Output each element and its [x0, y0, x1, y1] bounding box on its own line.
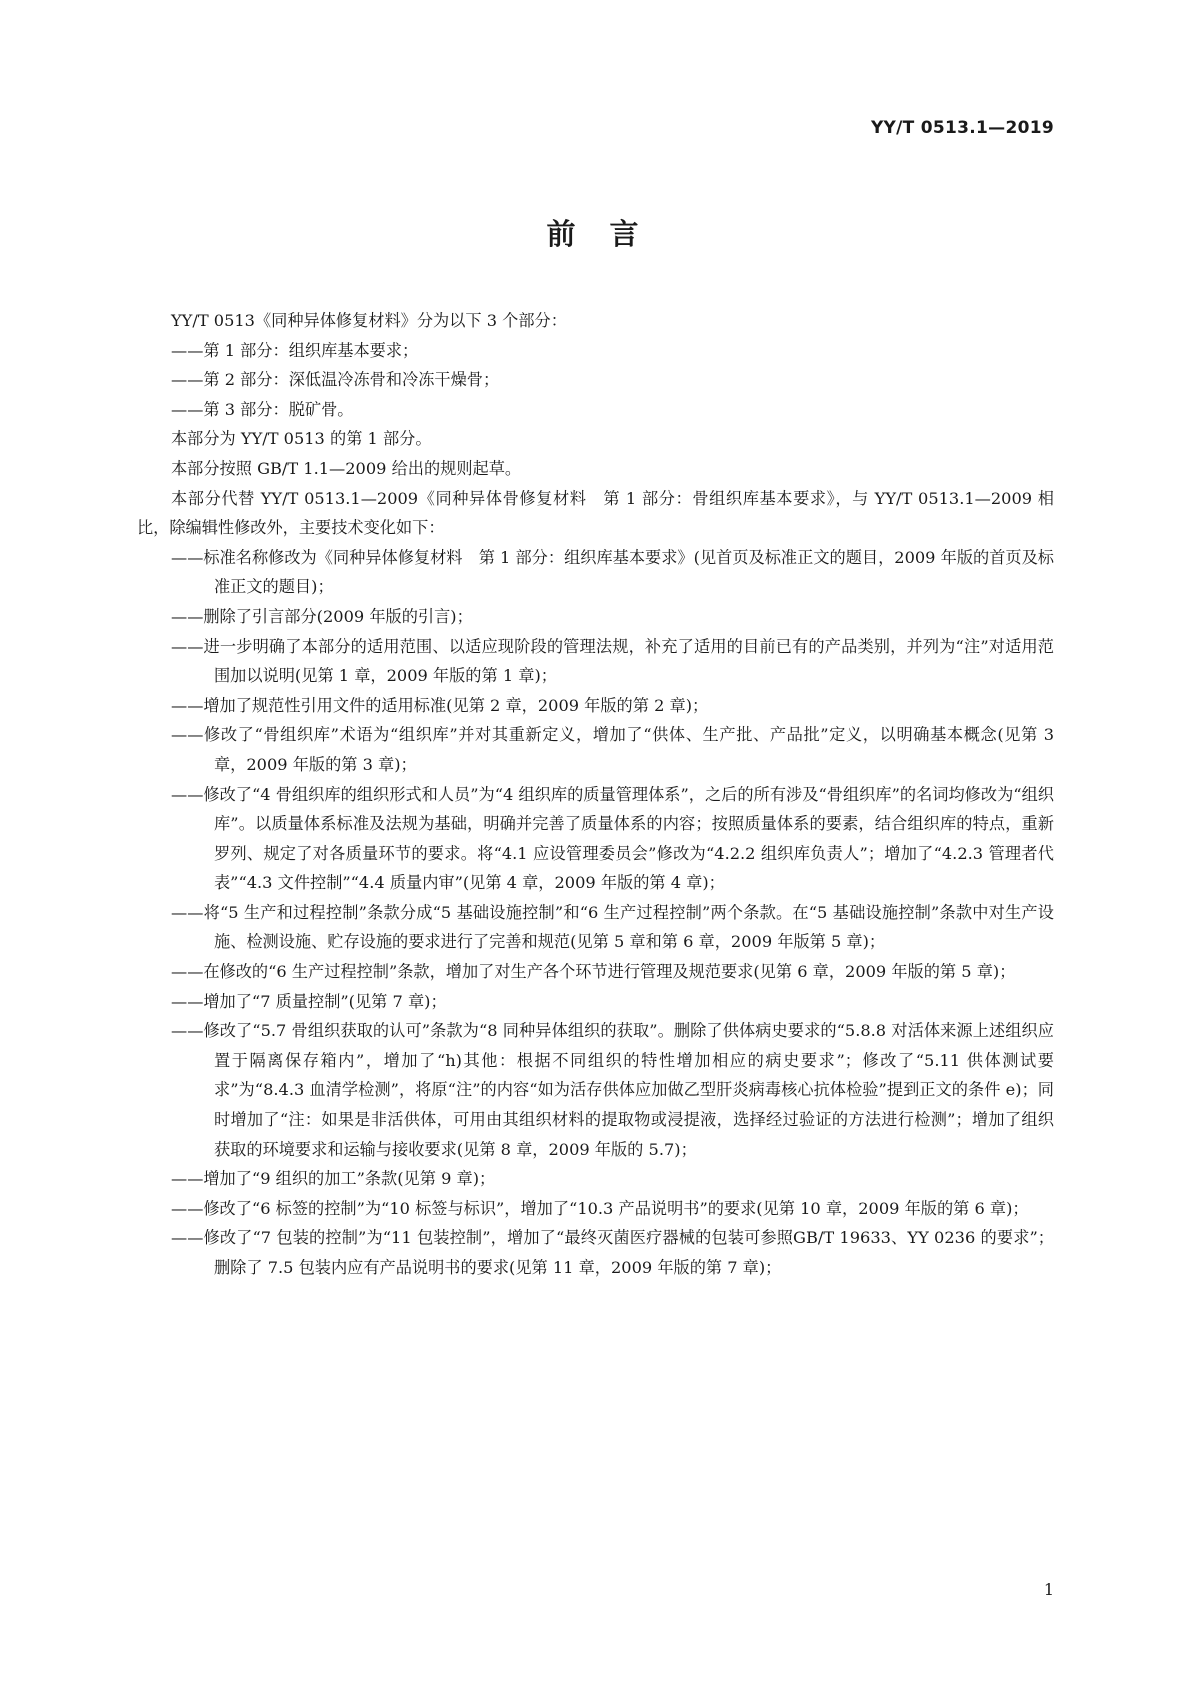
change-item: ——进一步明确了本部分的适用范围、以适应现阶段的管理法规，补充了适用的目前已有的产品类别，并列为“注”对适用范围加以说明(见第 1 章，2009 年版的第 1 章)； — [171, 636, 1054, 686]
replaces-paragraph: 本部分代替 YY/T 0513.1—2009《同种异体骨修复材料 第 1 部分：骨组织库基本要求》，与 YY/T 0513.1—2009 相比，除编辑性修改外，主要技术变化如下： — [137, 488, 1054, 538]
change-item: ——修改了“7 包装的控制”为“11 包装控制”，增加了“最终灭菌医疗器械的包装可参照GB/T 19633、YY 0236 的要求”；删除了 7.5 包装内应有产品说明书的要求(见第 11 章，2009 年版的第 7 章)； — [171, 1228, 1054, 1277]
standard-code: YY/T 0513.1—2019 — [870, 118, 1054, 138]
change-item: ——修改了“骨组织库”术语为“组织库”并对其重新定义，增加了“供体、生产批、产品批”定义，以明确基本概念(见第 3 章，2009 年版的第 3 章)； — [171, 725, 1054, 774]
change-item: ——在修改的“6 生产过程控制”条款，增加了对生产各个环节进行管理及规范要求(见第 6 章，2009 年版的第 5 章)； — [171, 962, 1016, 982]
part-1-item: ——第 1 部分：组织库基本要求； — [171, 340, 419, 360]
part-2-item: ——第 2 部分：深低温冷冻骨和冷冻干燥骨； — [171, 370, 500, 390]
change-item: ——删除了引言部分(2009 年版的引言)； — [171, 606, 473, 626]
page-title: 前言 — [546, 217, 673, 251]
change-item: ——将“5 生产和过程控制”条款分成“5 基础设施控制”和“6 生产过程控制”两个条款。在“5 基础设施控制”条款中对生产设施、检测设施、贮存设施的要求进行了完善和规范(见第 5 章和第 6 章，2009 年版第 5 章)； — [171, 902, 1054, 952]
change-item: ——标准名称修改为《同种异体修复材料 第 1 部分：组织库基本要求》(见首页及标准正文的题目，2009 年版的首页及标准正文的题目)； — [171, 547, 1054, 597]
change-item: ——修改了“5.7 骨组织获取的认可”条款为“8 同种异体组织的获取”。删除了供体病史要求的“5.8.8 对活体来源上述组织应置于隔离保存箱内”，增加了“h)其他：根据不同组织的特性增加相应的病史要求”；修改了“5.11 供体测试要求”为“8.4.3 血清学检测”，将原“注”的内容“如为活存供体应加做乙型肝炎病毒核心抗体检验”提到正文的条件 e)；同时增加了“注：如果是非活供体，可用由其组织材料的提取物或浸提液，选择经过验证的方法进行检测”；增加了组织获取的环境要求和运输与接收要求(见第 8 章，2009 年版的 5.7)； — [171, 1021, 1054, 1159]
change-item: ——增加了“7 质量控制”(见第 7 章)； — [171, 991, 447, 1011]
change-item: ——增加了规范性引用文件的适用标准(见第 2 章，2009 年版的第 2 章)； — [171, 695, 709, 715]
change-item: ——修改了“6 标签的控制”为“10 标签与标识”，增加了“10.3 产品说明书”的要求(见第 10 章，2009 年版的第 6 章)； — [171, 1198, 1029, 1218]
change-item: ——增加了“9 组织的加工”条款(见第 9 章)； — [171, 1169, 496, 1189]
part-3-item: ——第 3 部分：脱矿骨。 — [171, 399, 354, 419]
change-item: ——修改了“4 骨组织库的组织形式和人员”为“4 组织库的质量管理体系”，之后的所有涉及“骨组织库”的名词均修改为“组织库”。以质量体系标准及法规为基础，明确并完善了质量体系的内容；按照质量体系的要素，结合组织库的特点，重新罗列、规定了对各质量环节的要求。将“4.1 应设管理委员会”修改为“4.2.2 组织库负责人”；增加了“4.2.3 管理者代表”“4.3 文件控制”“4.4 质量内审”(见第 4 章，2009 年版的第 4 章)； — [171, 784, 1054, 893]
foreword-body — [137, 306, 1054, 1283]
page-number: 1 — [1043, 1580, 1054, 1599]
drafting-rules-paragraph: 本部分按照 GB/T 1.1—2009 给出的规则起草。 — [171, 458, 522, 478]
intro-paragraph: YY/T 0513《同种异体修复材料》分为以下 3 个部分： — [171, 311, 567, 330]
this-part-paragraph: 本部分为 YY/T 0513 的第 1 部分。 — [171, 429, 432, 449]
